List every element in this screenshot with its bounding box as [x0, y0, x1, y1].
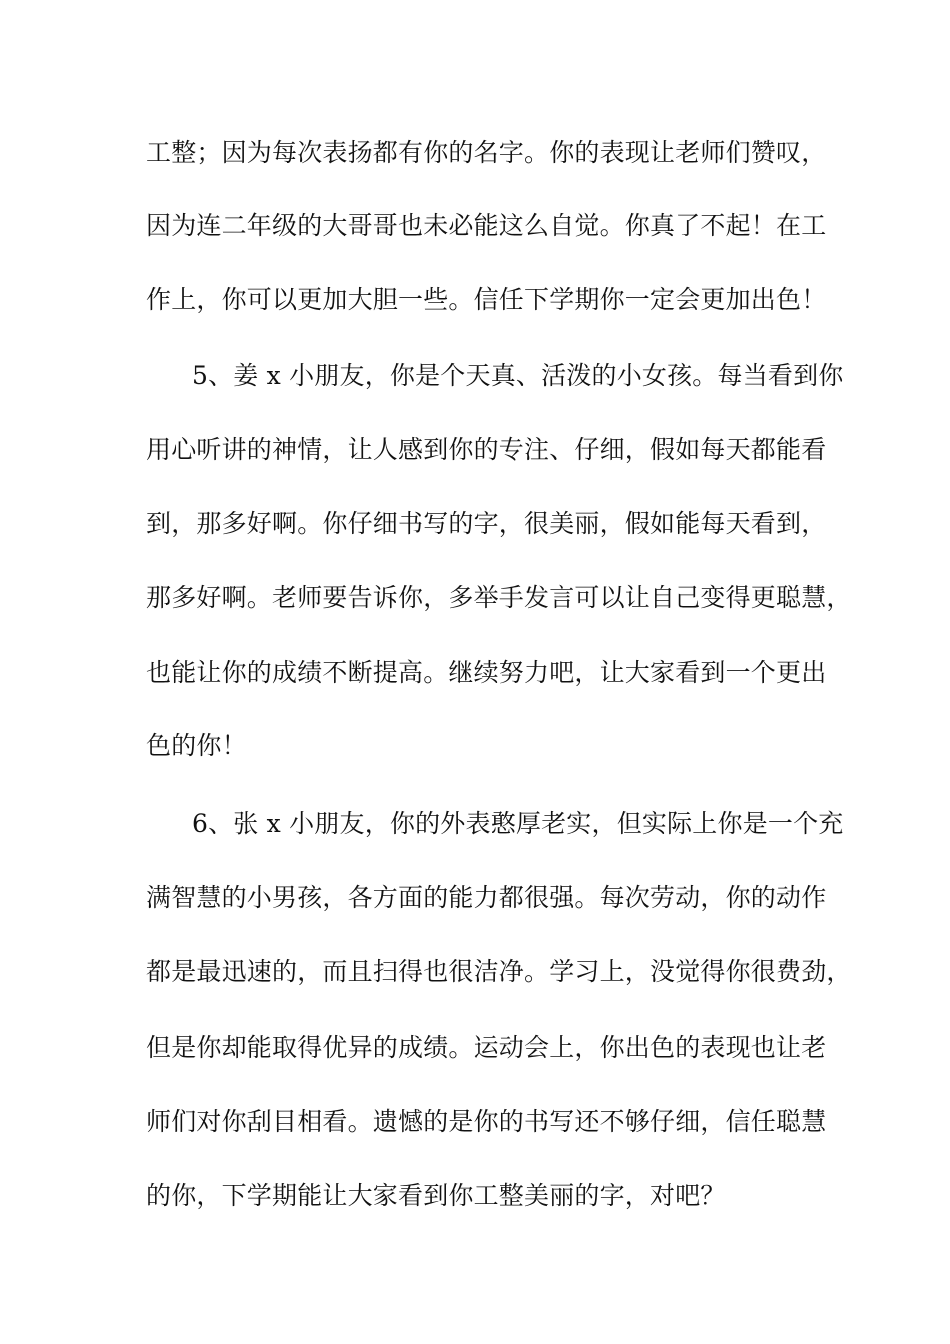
text-line: 色的你！: [146, 731, 247, 760]
text-line: 但是你却能取得优异的成绩。运动会上，你出色的表现也让老: [146, 1033, 827, 1062]
text-line: 满智慧的小男孩，各方面的能力都很强。每次劳动，你的动作: [146, 883, 827, 912]
text-line: 的你，下学期能让大家看到你工整美丽的字，对吧？: [146, 1181, 726, 1210]
paragraph-start-line: 6、张 x 小朋友，你的外表憨厚老实，但实际上你是一个充: [192, 809, 844, 838]
text-line: 作上，你可以更加大胆一些。信任下学期你一定会更加出色！: [146, 285, 827, 314]
text-line: 因为连二年级的大哥哥也未必能这么自觉。你真了不起！在工: [146, 211, 827, 240]
text-line: 用心听讲的神情，让人感到你的专注、仔细，假如每天都能看: [146, 435, 827, 464]
paragraph-start-line: 5、姜 x 小朋友，你是个天真、活泼的小女孩。每当看到你: [192, 361, 844, 390]
text-line: 师们对你刮目相看。遗憾的是你的书写还不够仔细，信任聪慧: [146, 1107, 827, 1136]
text-line: 那多好啊。老师要告诉你，多举手发言可以让自己变得更聪慧，: [146, 583, 852, 612]
text-line: 都是最迅速的，而且扫得也很洁净。学习上，没觉得你很费劲，: [146, 957, 852, 986]
text-line: 工整；因为每次表扬都有你的名字。你的表现让老师们赞叹，: [146, 138, 827, 167]
text-line: 也能让你的成绩不断提高。继续努力吧，让大家看到一个更出: [146, 658, 827, 687]
text-line: 到，那多好啊。你仔细书写的字，很美丽，假如能每天看到，: [146, 509, 827, 538]
